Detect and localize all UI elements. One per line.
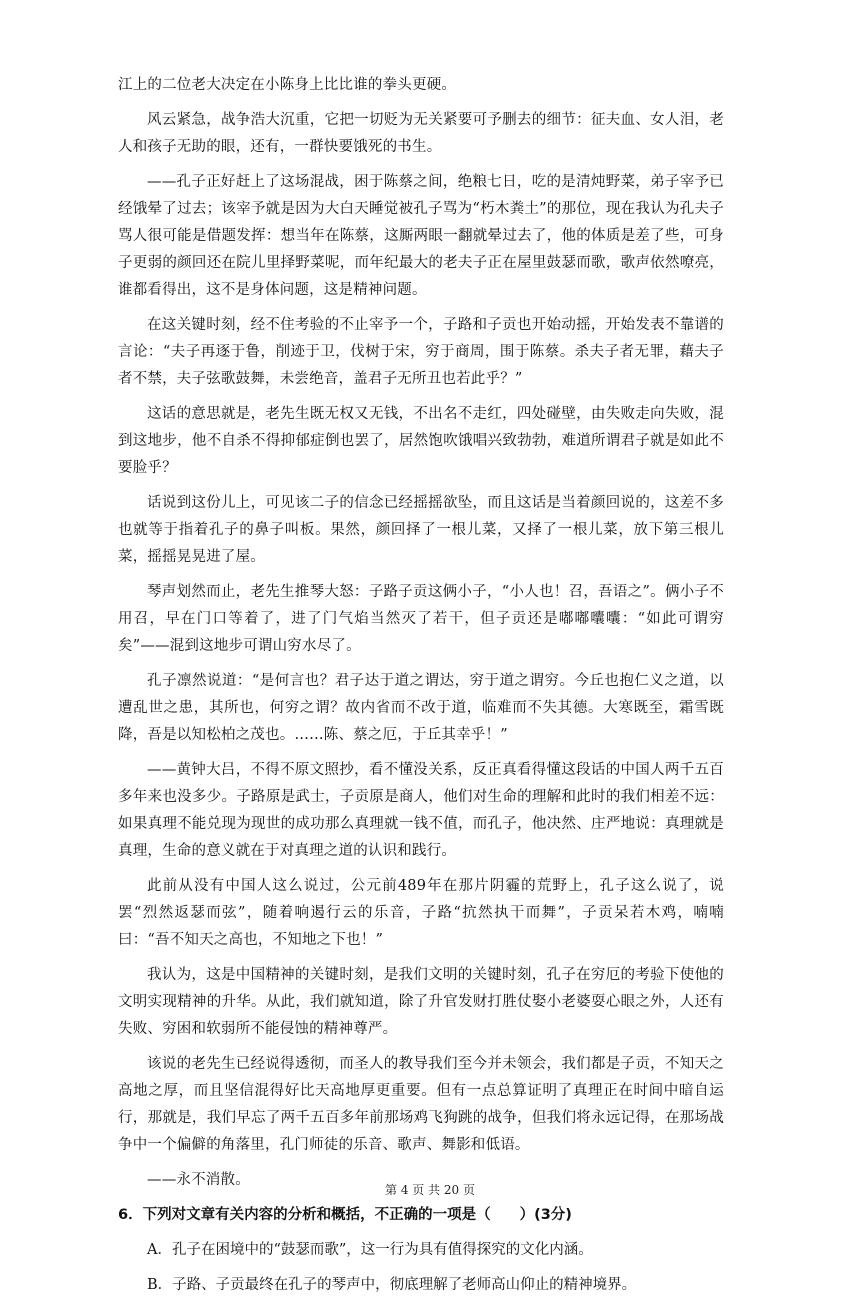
paragraph-7: 琴声划然而止，老先生推琴大怒：子路子贡这俩小子，“小人也！召，吾语之”。俩小子不用召，早在门口等着了，进了门气焰当然灭了若干，但子贡还是嘟嘟囔囔：“如此可谓穷矣”——混到这地步可谓山穷水尽了。 — [118, 584, 724, 654]
paragraph-13: ——永不消散。 — [147, 1172, 250, 1188]
paragraph-9: ——黄钟大吕，不得不原文照抄，看不懂没关系，反正真看得懂这段话的中国人两千五百多年来也没多少。子路原是武士，子贡原是商人，他们对生命的理解和此时的我们相差不远：如果真理不能兑现为现世的成功那么真理就一钱不值，而孔子，他决然、庄严地说：真理就是真理，生命的意义就在于对真理之道的认识和践行。 — [118, 762, 724, 859]
paragraph-12: 该说的老先生已经说得透彻，而圣人的教导我们至今并未领会，我们都是子贡，不知天之高地之厚，而且坚信混得好比天高地厚更重要。但有一点总算证明了真理正在时间中暗自运行，那就是，我们早忘了两千五百多年前那场鸡飞狗跳的战争，但我们将永远记得，在那场战争中一个偏僻的角落里，孔门师徒的乐音、歌声、舞影和低语。 — [118, 1056, 724, 1153]
document-body — [118, 72, 724, 1307]
paragraph-6: 话说到这份儿上，可见该二子的信念已经摇摇欲坠，而且这话是当着颜回说的，这差不多也就等于指着孔子的鼻子叫板。果然，颜回择了一根儿菜，又择了一根儿菜，放下第三根儿菜，摇摇晃晃进了屋。 — [118, 495, 724, 565]
paragraph-2: 风云紧急，战争浩大沉重，它把一切贬为无关紧要可予删去的细节：征夫血、女人泪，老人和孩子无助的眼，还有，一群快要饿死的书生。 — [118, 112, 724, 155]
paragraph-4: 在这关键时刻，经不住考验的不止宰予一个，子路和子贡也开始动摇，开始发表不靠谱的言论：“夫子再逐于鲁，削迹于卫，伐树于宋，穷于商周，围于陈蔡。杀夫子者无罪，藉夫子者不禁，夫子弦歌鼓舞，未尝绝音，盖君子无所丑也若此乎？” — [118, 317, 724, 387]
paragraph-8: 孔子凛然说道：“是何言也？君子达于道之谓达，穷于道之谓穷。今丘也抱仁义之道，以遭乱世之患，其所也，何穷之谓？故内省而不改于道，临难而不失其德。大寒既至，霜雪既降，吾是以知松柏之茂也。……陈、蔡之厄，于丘其幸乎！” — [118, 673, 724, 743]
question-stem: 6．下列对文章有关内容的分析和概括，不正确的一项是（ ）(3分) — [118, 1207, 572, 1223]
paragraph-1: 江上的二位老大决定在小陈身上比比谁的拳头更硬。 — [118, 77, 457, 93]
paragraph-5: 这话的意思就是，老先生既无权又无钱，不出名不走红，四处碰壁，由失败走向失败，混到这地步，他不自杀不得抑郁症倒也罢了，居然饱吹饿唱兴致勃勃，难道所谓君子就是如此不要脸乎？ — [118, 406, 724, 476]
option-a: A．孔子在困境中的“鼓瑟而歌”，这一行为具有值得探究的文化内涵。 — [147, 1242, 593, 1258]
paragraph-10: 此前从没有中国人这么说过，公元前489年在那片阴霾的荒野上，孔子这么说了，说罢“烈然返瑟而弦”，随着响遏行云的乐音，子路“抗然执干而舞”，子贡呆若木鸡，喃喃曰：“吾不知天之高也，不知地之下也！” — [118, 878, 724, 948]
page-number-footer: 第 4 页 共 20 页 — [385, 1183, 475, 1197]
paragraph-3: ——孔子正好赶上了这场混战，困于陈蔡之间，绝粮七日，吃的是清炖野菜，弟子宰予已经饿晕了过去；该宰予就是因为大白天睡觉被孔子骂为“朽木粪土”的那位，现在我认为孔夫子骂人很可能是借题发挥：想当年在陈蔡，这厮两眼一翻就晕过去了，他的体质是差了些，可身子更弱的颜回还在院儿里择野菜呢，而年纪最大的老夫子正在屋里鼓瑟而歌，歌声依然嘹亮，谁都看得出，这不是身体问题，这是精神问题。 — [118, 174, 724, 298]
paragraph-11: 我认为，这是中国精神的关键时刻，是我们文明的关键时刻，孔子在穷厄的考验下使他的文明实现精神的升华。从此，我们就知道，除了升官发财打胜仗娶小老婆耍心眼之外，人还有失败、穷困和软弱所不能侵蚀的精神尊严。 — [118, 967, 724, 1037]
option-b: B．子路、子贡最终在孔子的琴声中，彻底理解了老师高山仰止的精神境界。 — [147, 1277, 637, 1293]
